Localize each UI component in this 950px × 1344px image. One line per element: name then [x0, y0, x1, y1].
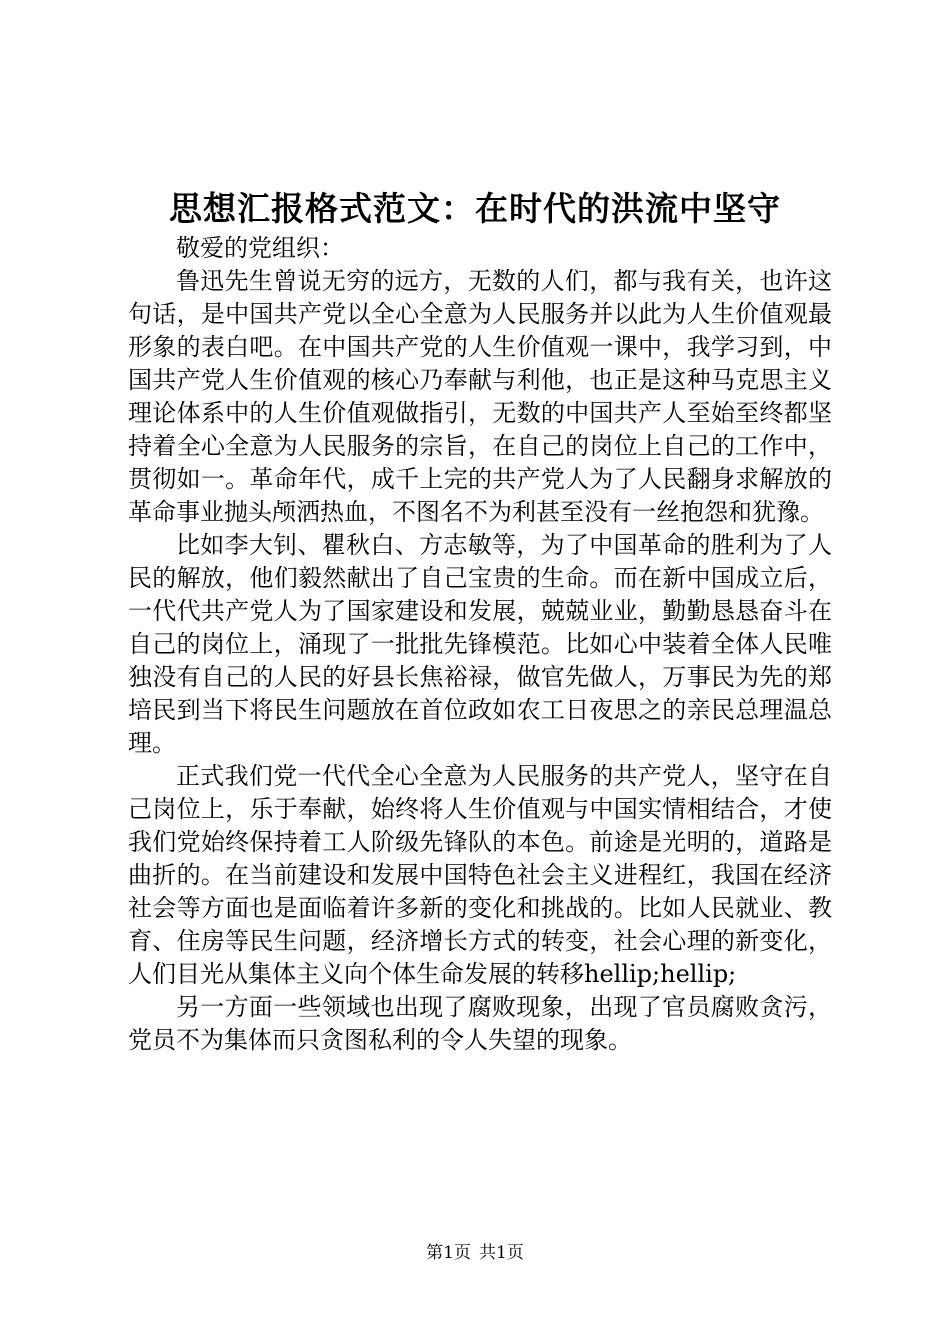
paragraph-1: 鲁迅先生曾说无穷的远方，无数的人们，都与我有关，也许这句话，是中国共产党以全心全意为人民服务并以此为人生价值观最形象的表白吧。在中国共产党的人生价值观一课中，我学习到，中国共产党人生价值观的核心乃奉献与利他，也正是这种马克思主义理论体系中的人生价值观做指引，无数的中国共产人至始至终都坚持着全心全意为人民服务的宗旨，在自己的岗位上自己的工作中，贯彻如一。革命年代，成千上完的共产党人为了人民翻身求解放的革命事业抛头颅洒热血，不图名不为利甚至没有一丝抱怨和犹豫。 [128, 267, 832, 526]
page-number-total: 共1页 [479, 1243, 524, 1263]
document-body [128, 232, 832, 1057]
paragraph-4: 另一方面一些领域也出现了腐败现象，出现了官员腐败贪污，党员不为集体而只贪图私利的令人失望的现象。 [128, 993, 832, 1054]
document-title: 思想汇报格式范文：在时代的洪流中坚守 [169, 189, 781, 228]
paragraph-2: 比如李大钊、瞿秋白、方志敏等，为了中国革命的胜利为了人民的解放，他们毅然献出了自己宝贵的生命。而在新中国成立后，一代代共产党人为了国家建设和发展，兢兢业业，勤勤恳恳奋斗在自己的岗位上，涌现了一批批先锋模范。比如心中装着全体人民唯独没有自己的人民的好县长焦裕禄，做官先做人，万事民为先的郑培民到当下将民生问题放在首位政如农工日夜思之的亲民总理温总理。 [128, 531, 832, 757]
page-number-current: 第1页 [426, 1243, 471, 1263]
paragraph-3: 正式我们党一代代全心全意为人民服务的共产党人，坚守在自己岗位上，乐于奉献，始终将人生价值观与中国实情相结合，才使我们党始终保持着工人阶级先锋队的本色。前途是光明的，道路是曲折的。在当前建设和发展中国特色社会主义进程红，我国在经济社会等方面也是面临着许多新的变化和挑战的。比如人民就业、教育、住房等民生问题，经济增长方式的转变，社会心理的新变化，人们目光从集体主义向个体生命发展的转移hellip;hellip; [128, 762, 832, 988]
salutation: 敬爱的党组织： [176, 234, 344, 262]
page-footer [0, 1240, 950, 1266]
